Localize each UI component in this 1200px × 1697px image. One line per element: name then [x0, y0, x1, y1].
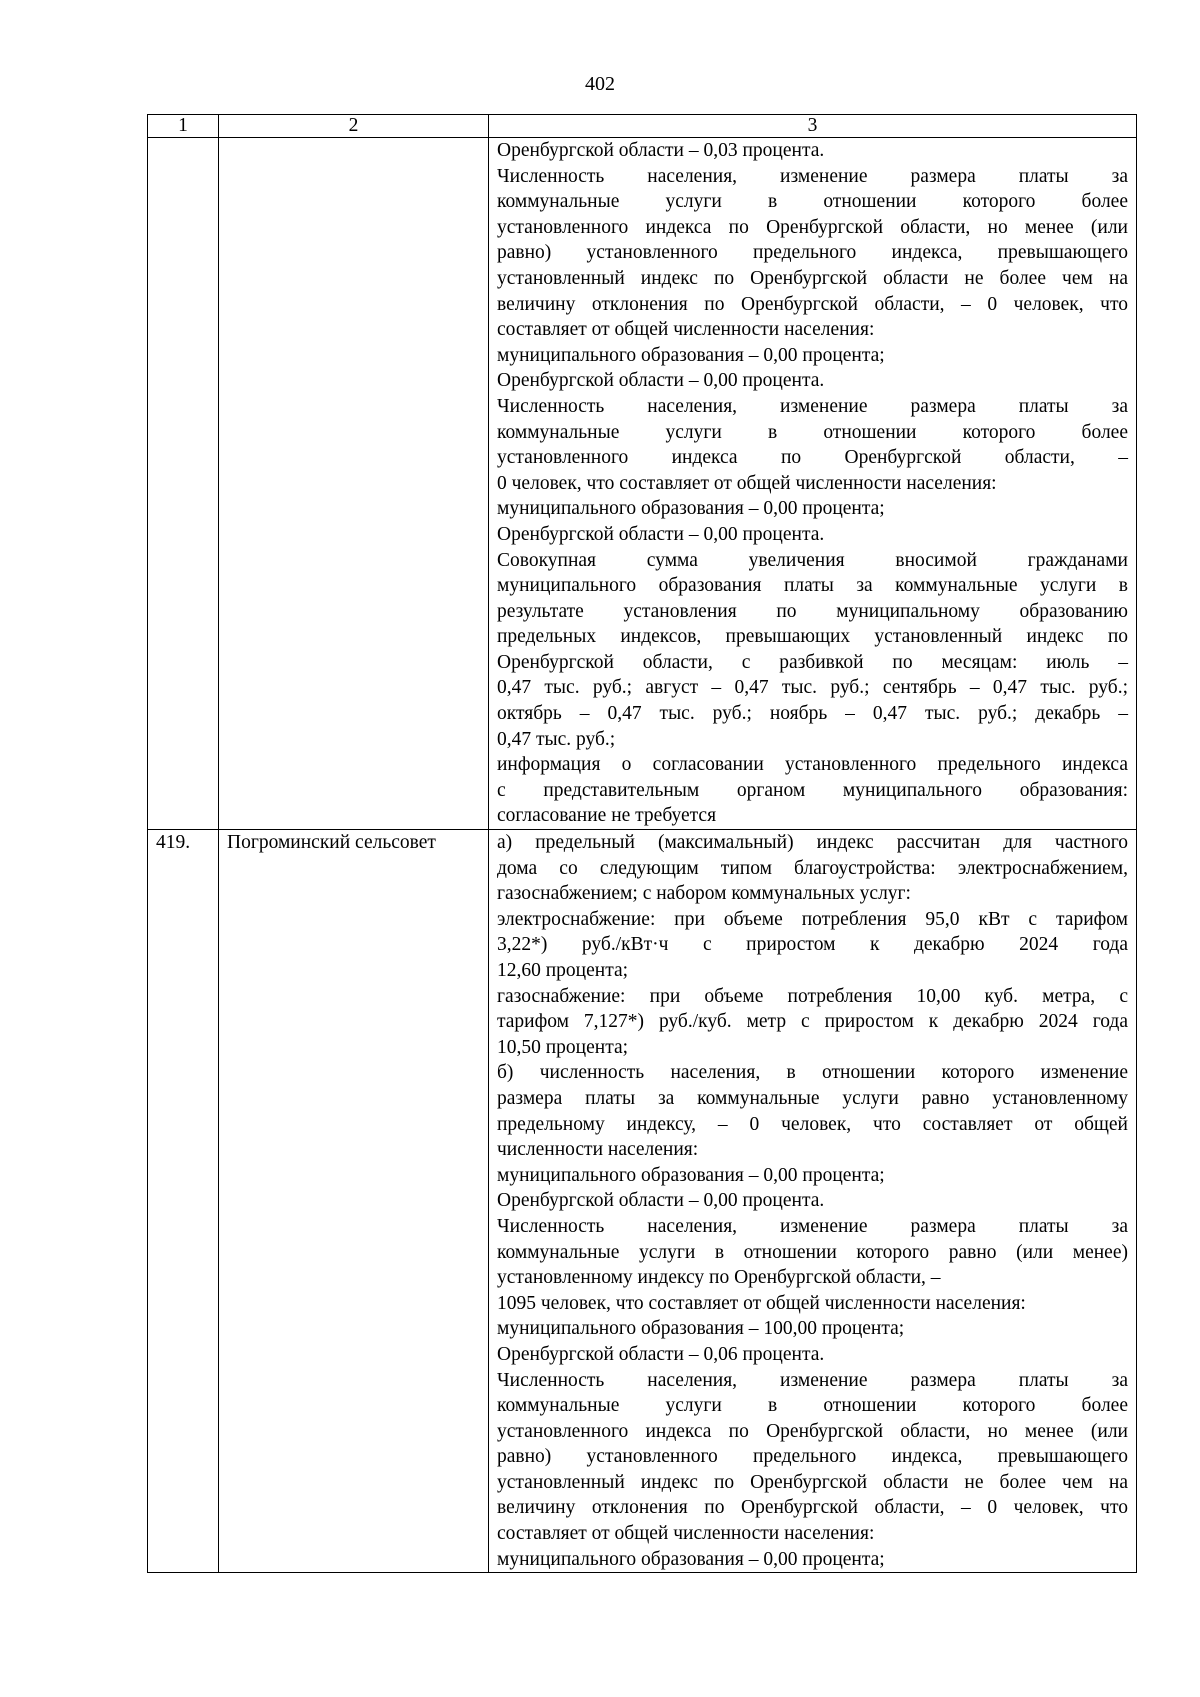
text-line: Оренбургской области – 0,00 процента.	[497, 1190, 825, 1212]
data-table	[147, 114, 1137, 1573]
text-line: муниципального образования платы за коммунальные услуги в	[497, 575, 1128, 597]
row-number	[148, 138, 219, 830]
text-line: установленный индекс по Оренбургской области не более чем на	[497, 1471, 1128, 1493]
table-row	[148, 138, 1137, 830]
text-line: 12,60 процента;	[497, 960, 629, 981]
text-line: Численность населения, изменение размера платы за	[497, 165, 1128, 187]
text-line: муниципального образования – 0,00 процента;	[497, 1164, 885, 1186]
text-line: муниципального образования – 0,00 процента;	[497, 498, 885, 520]
text-line: б) численность населения, в отношении которого изменение	[497, 1062, 1128, 1084]
text-line: Численность населения, изменение размера платы за	[497, 1215, 1128, 1237]
text-line: Оренбургской области – 0,06 процента.	[497, 1343, 825, 1365]
text-line: равно) установленного предельного индекса, превышающего	[497, 1446, 1128, 1468]
row-text	[489, 830, 1137, 1573]
text-line: коммунальные услуги в отношении которого равно (или менее)	[497, 1241, 1128, 1263]
text-line: установленного индекса по Оренбургской области, но менее (или	[497, 1420, 1128, 1442]
text-line: предельному индексу, – 0 человек, что составляет от общей	[497, 1113, 1128, 1135]
text-line: размера платы за коммунальные услуги равно установленному	[497, 1087, 1128, 1109]
text-line: газоснабжением; с набором коммунальных услуг:	[497, 883, 911, 905]
text-line: 0,47 тыс. руб.;	[497, 728, 616, 750]
text-line: коммунальные услуги в отношении которого более	[497, 1395, 1128, 1417]
text-line: 0 человек, что составляет от общей численности населения:	[497, 472, 997, 494]
column-header-3: 3	[489, 115, 1137, 138]
text-line: установленный индекс по Оренбургской области не более чем на	[497, 267, 1128, 289]
text-line: октябрь – 0,47 тыс. руб.; ноябрь – 0,47 тыс. руб.; декабрь –	[497, 703, 1128, 725]
text-line: 1095 человек, что составляет от общей численности населения:	[497, 1292, 1026, 1314]
text-line: результате установления по муниципальному образованию	[497, 600, 1128, 622]
text-line: установленного индекса по Оренбургской области, –	[497, 447, 1128, 469]
text-line: информация о согласовании установленного предельного индекса	[497, 754, 1128, 776]
text-line: предельных индексов, превышающих установленный индекс по	[497, 626, 1128, 648]
text-line: электроснабжение: при объеме потребления 95,0 кВт с тарифом	[497, 908, 1128, 930]
text-line: Численность населения, изменение размера платы за	[497, 395, 1128, 417]
text-line: с представительным органом муниципального образования:	[497, 779, 1128, 801]
text-line: дома со следующим типом благоустройства: электроснабжением,	[497, 857, 1128, 879]
text-line: Оренбургской области – 0,00 процента.	[497, 370, 825, 392]
text-line: коммунальные услуги в отношении которого более	[497, 421, 1128, 443]
table-header-row	[148, 115, 1137, 138]
text-line: муниципального образования – 0,00 процента;	[497, 1548, 885, 1570]
text-line: Оренбургской области – 0,00 процента.	[497, 523, 825, 545]
text-line: согласование не требуется	[497, 805, 717, 827]
text-line: величину отклонения по Оренбургской области, – 0 человек, что	[497, 1497, 1128, 1519]
text-line: муниципального образования – 0,00 процента;	[497, 344, 885, 366]
text-line: газоснабжение: при объеме потребления 10,00 куб. метра, с	[497, 985, 1128, 1007]
text-line: 0,47 тыс. руб.; август – 0,47 тыс. руб.; сентябрь – 0,47 тыс. руб.;	[497, 677, 1128, 699]
text-line: коммунальные услуги в отношении которого более	[497, 191, 1128, 213]
row-number: 419.	[148, 830, 219, 1573]
text-line: муниципального образования – 100,00 процента;	[497, 1318, 905, 1340]
text-line: равно) установленного предельного индекса, превышающего	[497, 242, 1128, 264]
text-line: установленному индексу по Оренбургской области, –	[497, 1267, 941, 1289]
row-text	[489, 138, 1137, 830]
text-line: 3,22*) руб./кВт·ч с приростом к декабрю 2024 года	[497, 934, 1128, 956]
text-line: Совокупная сумма увеличения вносимой гражданами	[497, 549, 1128, 571]
table-row	[148, 830, 1137, 1573]
text-line: численности населения:	[497, 1139, 699, 1161]
text-line: Численность населения, изменение размера платы за	[497, 1369, 1128, 1391]
text-line: 10,50 процента;	[497, 1036, 629, 1058]
text-line: величину отклонения по Оренбургской области, – 0 человек, что	[497, 293, 1128, 315]
text-line: тарифом 7,127*) руб./куб. метр с приростом к декабрю 2024 года	[497, 1011, 1128, 1033]
text-line: Оренбургской области – 0,03 процента.	[497, 140, 825, 161]
column-header-1: 1	[148, 115, 219, 138]
row-name	[219, 138, 489, 830]
text-line: установленного индекса по Оренбургской области, но менее (или	[497, 216, 1128, 238]
text-line: составляет от общей численности населения:	[497, 1523, 875, 1545]
column-header-2: 2	[219, 115, 489, 138]
text-line: а) предельный (максимальный) индекс рассчитан для частного	[497, 832, 1128, 854]
text-line: составляет от общей численности населения:	[497, 319, 875, 341]
text-line: Оренбургской области, с разбивкой по месяцам: июль –	[497, 651, 1128, 673]
row-name: Погроминский сельсовет	[219, 830, 489, 1573]
page-number: 402	[585, 73, 615, 95]
